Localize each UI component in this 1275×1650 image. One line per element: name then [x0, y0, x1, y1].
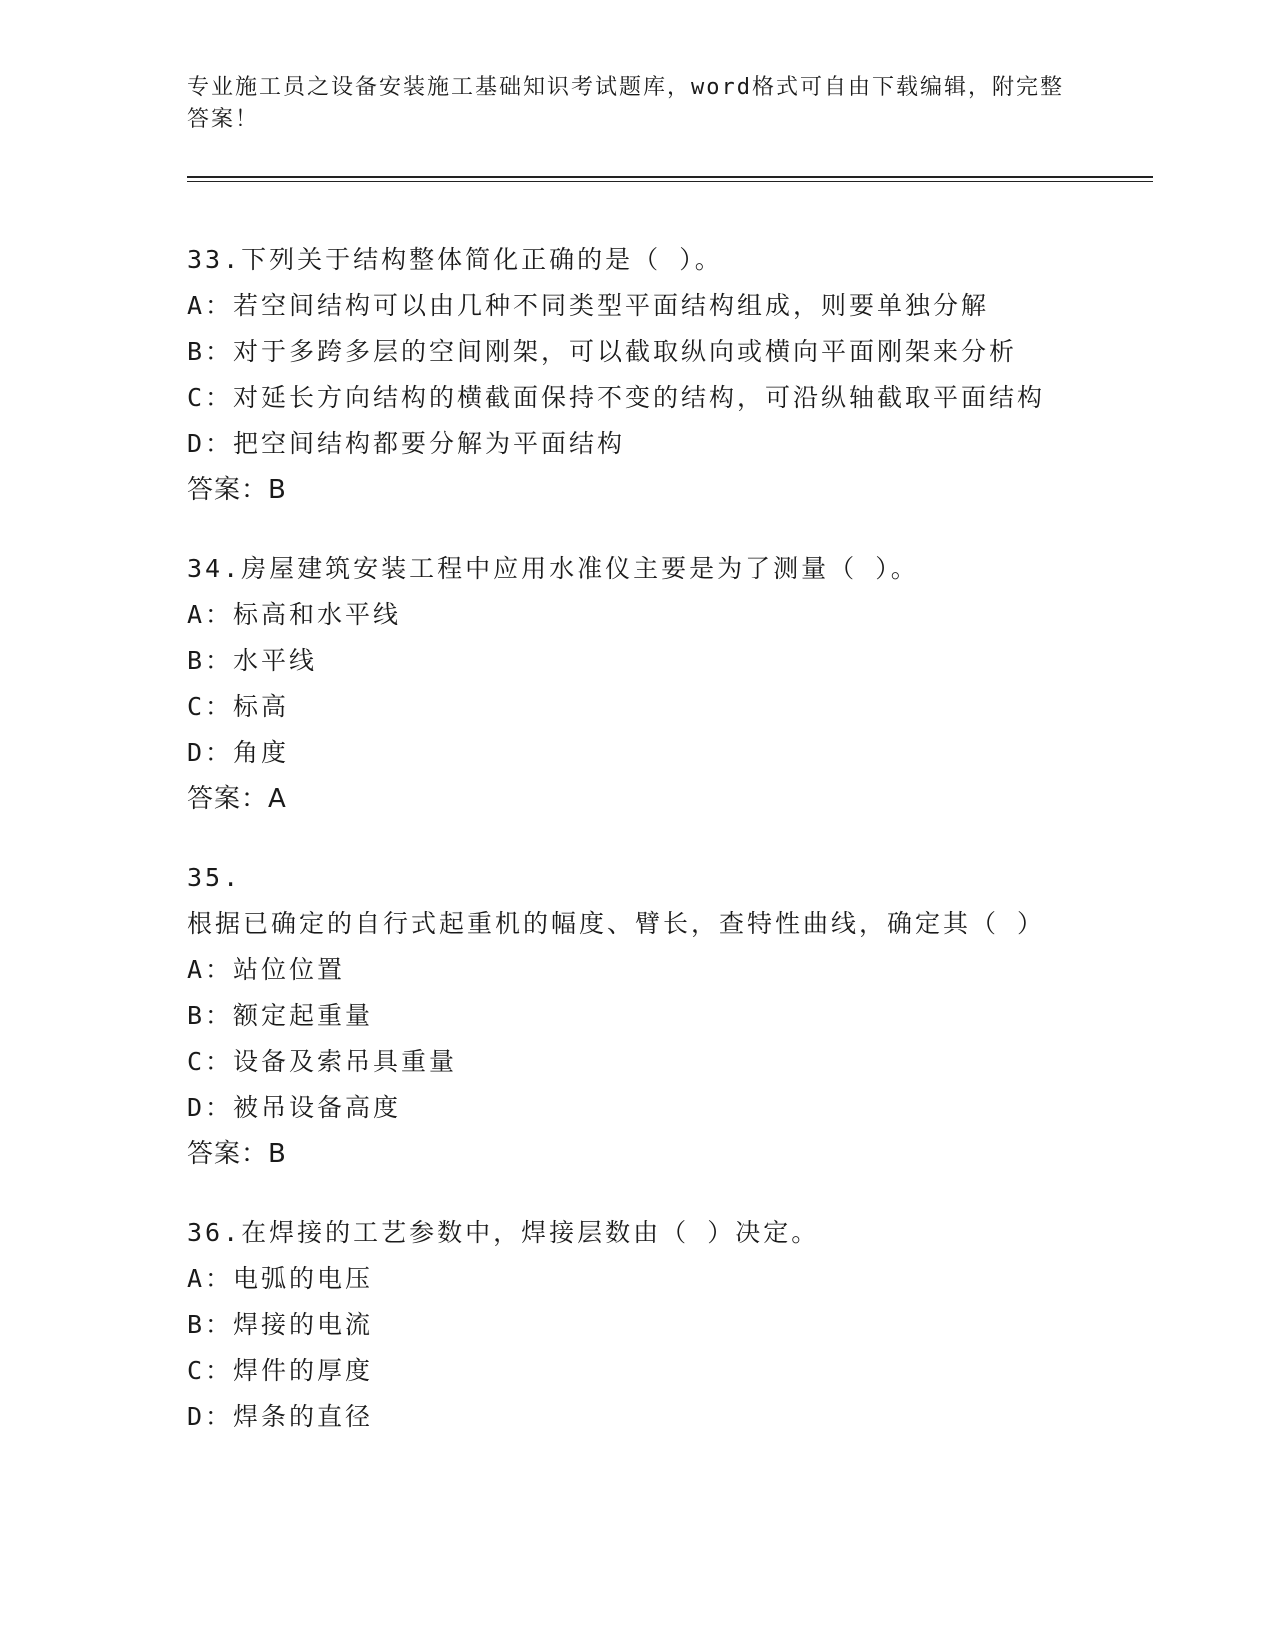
option-a: A：标高和水平线 [187, 600, 402, 629]
question-number: 35. [187, 863, 242, 892]
option-d: D：角度 [187, 738, 290, 767]
option-b: B：对于多跨多层的空间刚架，可以截取纵向或横向平面刚架来分析 [187, 337, 1018, 366]
question-stem [187, 546, 1087, 592]
option-c: C：设备及索吊具重量 [187, 1047, 458, 1076]
question-36 [187, 1210, 1087, 1440]
option-b: B：焊接的电流 [187, 1310, 374, 1339]
option-d: D：焊条的直径 [187, 1402, 374, 1431]
question-number: 34. [187, 554, 242, 583]
answer-label: 答案：B [187, 1139, 287, 1169]
question-text: 房屋建筑安装工程中应用水准仪主要是为了测量（ ）。 [241, 554, 919, 583]
option-c: C：对延长方向结构的横截面保持不变的结构，可沿纵轴截取平面结构 [187, 383, 1046, 412]
question-stem [187, 1210, 1087, 1256]
question-34 [187, 546, 1087, 822]
question-33 [187, 237, 1087, 513]
option-b: B：额定起重量 [187, 1001, 374, 1030]
document-header: 专业施工员之设备安装施工基础知识考试题库，word格式可自由下载编辑，附完整答案！ [187, 75, 1064, 132]
option-a: A：站位位置 [187, 955, 346, 984]
question-35 [187, 855, 1087, 1177]
option-a: A：若空间结构可以由几种不同类型平面结构组成，则要单独分解 [187, 291, 990, 320]
header-divider-thin [187, 181, 1153, 182]
question-list [187, 237, 1087, 1473]
option-c: C：标高 [187, 692, 290, 721]
question-number: 36. [187, 1218, 242, 1247]
question-text: 在焊接的工艺参数中，焊接层数由（ ）决定。 [241, 1218, 820, 1247]
option-d: D：把空间结构都要分解为平面结构 [187, 429, 626, 458]
answer-label: 答案：B [187, 475, 287, 505]
question-stem [187, 237, 1087, 283]
answer-label: 答案：A [187, 784, 287, 814]
question-stem [187, 855, 1087, 947]
option-b: B：水平线 [187, 646, 318, 675]
question-text: 根据已确定的自行式起重机的幅度、臂长，查特性曲线，确定其（ ） [187, 909, 1046, 938]
option-c: C：焊件的厚度 [187, 1356, 374, 1385]
question-text: 下列关于结构整体简化正确的是（ ）。 [241, 245, 723, 274]
question-number: 33. [187, 245, 242, 274]
option-d: D：被吊设备高度 [187, 1093, 402, 1122]
header-divider-thick [187, 176, 1153, 178]
option-a: A：电弧的电压 [187, 1264, 374, 1293]
